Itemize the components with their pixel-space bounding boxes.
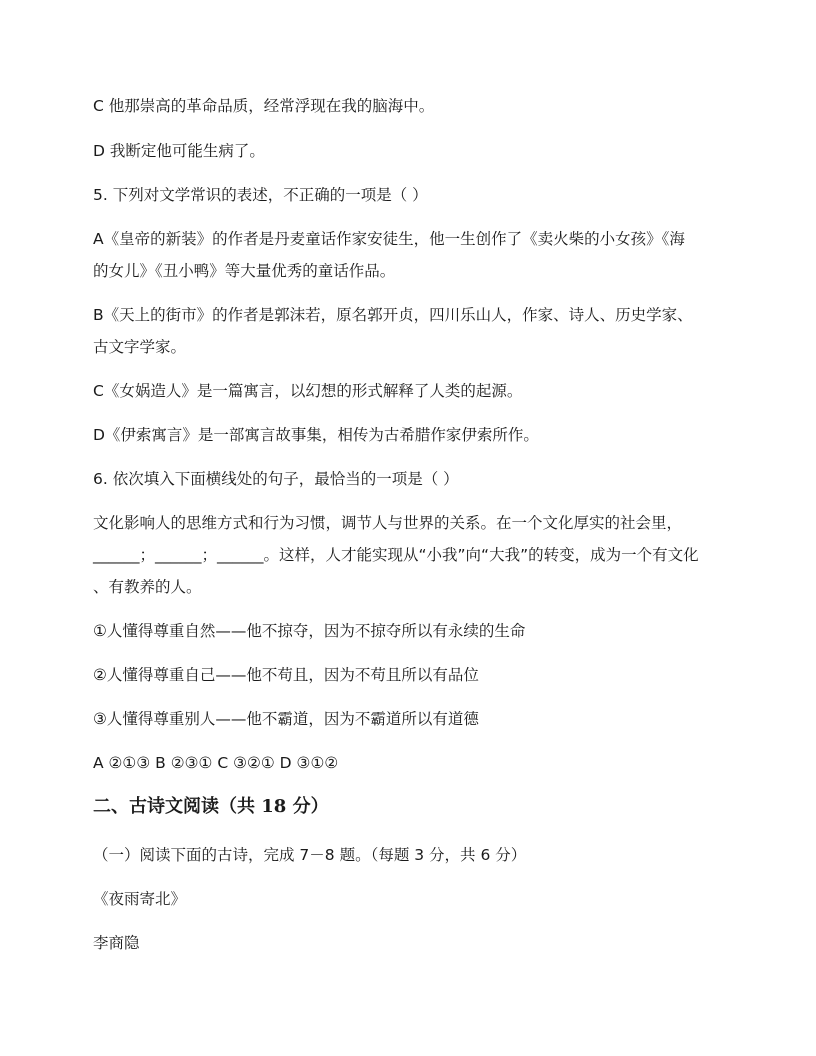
poem-title: 《夜雨寄北》 [93, 890, 187, 908]
question-6: 6. 依次填入下面横线处的句子，最恰当的一项是（ ） [93, 470, 459, 488]
option-d-line: D 我断定他可能生病了。 [93, 142, 265, 160]
question-5: 5. 下列对文学常识的表述，不正确的一项是（ ） [93, 186, 428, 204]
q6-sentence-3: ③人懂得尊重别人——他不霸道，因为不霸道所以有道德 [93, 710, 479, 728]
q5-option-d: D《伊索寓言》是一部寓言故事集，相传为古希腊作家伊索所作。 [93, 426, 539, 444]
q6-sentence-2: ②人懂得尊重自己——他不苟且，因为不苟且所以有品位 [93, 666, 479, 684]
q6-passage-line1: 文化影响人的思维方式和行为习惯，调节人与世界的关系。在一个文化厚实的社会里， [93, 514, 683, 532]
q6-passage-line3: 、有教养的人。 [93, 578, 202, 596]
q6-answer-options: A ②①③ B ②③① C ③②① D ③①② [93, 754, 339, 772]
q6-passage-line2: ______；______；______。这样，人才能实现从“小我”向“大我”的转变，成为一个有文化 [93, 546, 699, 564]
q6-sentence-1: ①人懂得尊重自然——他不掠夺，因为不掠夺所以有永续的生命 [93, 622, 526, 640]
subsection-instruction: （一）阅读下面的古诗，完成 7－8 题。（每题 3 分，共 6 分） [93, 846, 527, 864]
q5-option-a-line1: A《皇帝的新装》的作者是丹麦童话作家安徒生，他一生创作了《卖火柴的小女孩》《海 [93, 230, 685, 248]
poem-author: 李商隐 [93, 934, 140, 952]
q5-option-a-line2: 的女儿》《丑小鸭》等大量优秀的童话作品。 [93, 262, 396, 280]
option-c-line: C 他那崇高的革命品质，经常浮现在我的脑海中。 [93, 97, 435, 115]
section-heading: 二、古诗文阅读（共 18 分） [93, 796, 329, 817]
q5-option-b-line2: 古文字学家。 [93, 338, 187, 356]
q5-option-b-line1: B《天上的街市》的作者是郭沫若，原名郭开贞，四川乐山人，作家、诗人、历史学家、 [93, 306, 693, 324]
q5-option-c: C《女娲造人》是一篇寓言，以幻想的形式解释了人类的起源。 [93, 382, 523, 400]
